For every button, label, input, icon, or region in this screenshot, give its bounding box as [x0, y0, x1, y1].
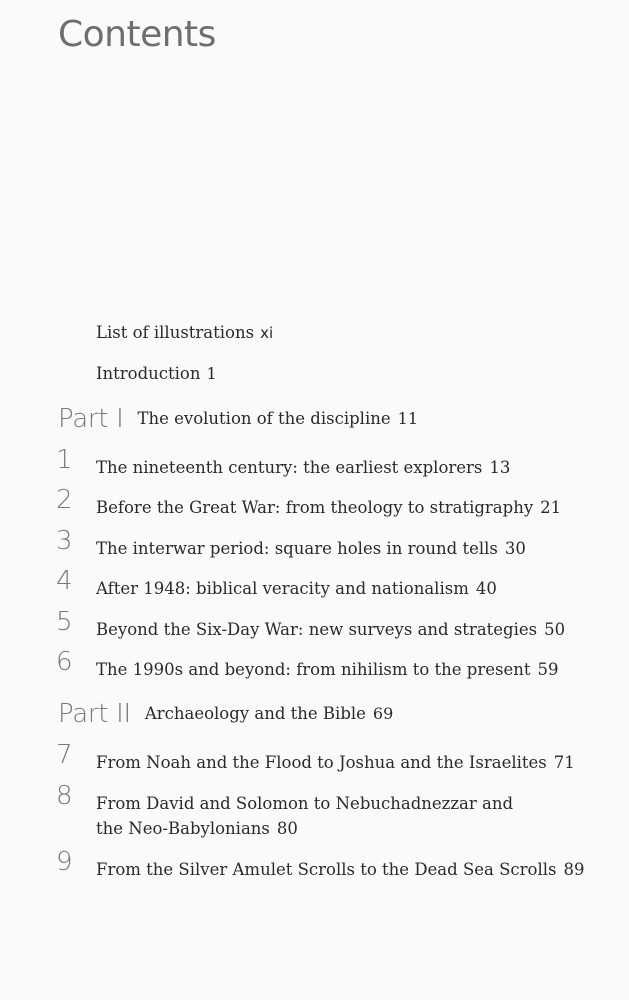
- chapter-title: After 1948: biblical veracity and nationalism: [96, 579, 469, 598]
- chapter-page: 89: [563, 860, 585, 879]
- chapter-page: 21: [540, 498, 562, 517]
- toc-chapter-5[interactable]: [56, 607, 616, 642]
- toc-part-2[interactable]: [58, 699, 393, 729]
- toc-part-1[interactable]: [58, 404, 418, 434]
- chapter-title: From the Silver Amulet Scrolls to the Dead Sea Scrolls: [96, 860, 557, 879]
- toc-chapter-6[interactable]: [56, 647, 616, 682]
- toc-chapter-3[interactable]: [56, 526, 616, 561]
- chapter-page: 40: [475, 579, 497, 598]
- part-page: 11: [397, 409, 418, 428]
- chapter-number: 2: [56, 485, 73, 515]
- chapter-page: 80: [276, 819, 298, 838]
- toc-chapter-9[interactable]: [56, 847, 616, 882]
- toc-entry-page: 1: [206, 364, 217, 383]
- chapter-title: Beyond the Six-Day War: new surveys and strategies: [96, 620, 538, 639]
- chapter-number: 3: [56, 526, 73, 556]
- chapter-title: From Noah and the Flood to Joshua and the Israelites: [96, 753, 547, 772]
- toc-entry-title: Introduction: [96, 364, 201, 383]
- part-label: Part II: [58, 699, 131, 729]
- toc-chapter-4[interactable]: [56, 566, 616, 601]
- chapter-number: 6: [56, 647, 73, 677]
- chapter-title: Before the Great War: from theology to stratigraphy: [96, 498, 534, 517]
- toc-entry-introduction[interactable]: [96, 364, 217, 383]
- toc-entry-page: xi: [260, 324, 274, 342]
- toc-chapter-8[interactable]: [56, 781, 526, 841]
- chapter-number: 5: [56, 607, 73, 637]
- chapter-number: 1: [56, 445, 73, 475]
- chapter-title: From David and Solomon to Nebuchadnezzar and the Neo-Babylonians: [96, 794, 514, 838]
- part-title: The evolution of the discipline: [137, 409, 391, 428]
- chapter-number: 8: [56, 781, 73, 811]
- chapter-page: 50: [544, 620, 566, 639]
- part-page: 69: [372, 704, 394, 723]
- chapter-page: 59: [537, 660, 559, 679]
- chapter-page: 71: [553, 753, 575, 772]
- chapter-number: 9: [56, 847, 73, 877]
- chapter-number: 4: [56, 566, 73, 596]
- chapter-title: The nineteenth century: the earliest explorers: [96, 458, 483, 477]
- toc-chapter-7[interactable]: [56, 740, 616, 775]
- part-title: Archaeology and the Bible: [144, 704, 366, 723]
- chapter-number: 7: [56, 740, 73, 770]
- chapter-title: The 1990s and beyond: from nihilism to the present: [96, 660, 531, 679]
- chapter-page: 13: [489, 458, 511, 477]
- chapter-page: 30: [504, 539, 526, 558]
- toc-entry-list-of-illustrations[interactable]: [96, 323, 273, 342]
- toc-chapter-1[interactable]: [56, 445, 616, 480]
- part-label: Part I: [58, 404, 124, 434]
- chapter-title: The interwar period: square holes in round tells: [96, 539, 498, 558]
- toc-entry-title: List of illustrations: [96, 323, 255, 342]
- page-title: Contents: [58, 14, 216, 55]
- toc-chapter-2[interactable]: [56, 485, 616, 520]
